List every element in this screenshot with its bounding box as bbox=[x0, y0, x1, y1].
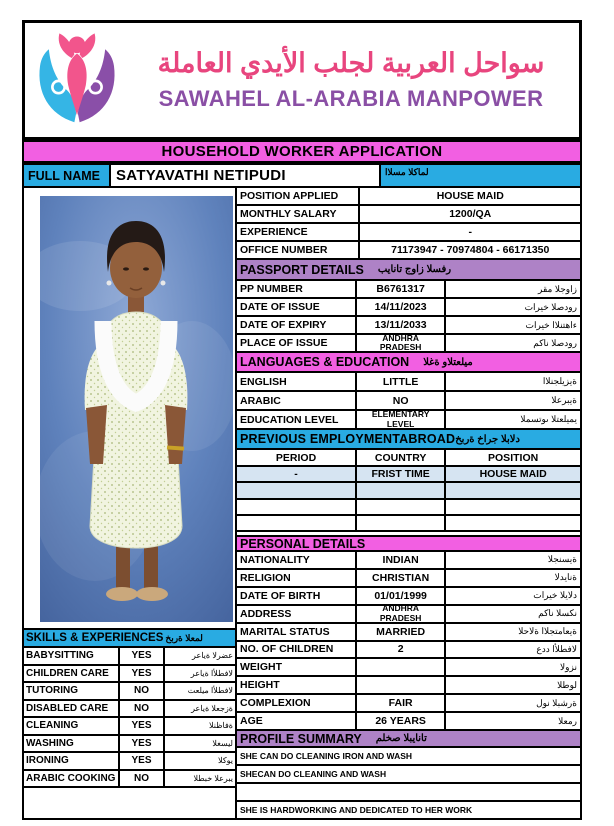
left-column-empty-box bbox=[24, 788, 235, 818]
company-header bbox=[22, 20, 582, 140]
passport-row bbox=[237, 299, 580, 317]
application-row bbox=[237, 242, 580, 260]
left-column bbox=[24, 188, 237, 818]
skill-value: YES bbox=[120, 753, 165, 769]
application-row bbox=[237, 224, 580, 242]
employment-table bbox=[237, 450, 580, 532]
personal-row bbox=[237, 642, 580, 660]
field-value: CHRISTIAN bbox=[357, 570, 446, 586]
field-value: 14/11/2023 bbox=[357, 299, 446, 315]
full-name-label: FULL NAME bbox=[24, 165, 109, 186]
profile-summary-lines bbox=[237, 748, 580, 818]
field-label-arabic: رمعلا bbox=[558, 715, 577, 726]
application-info-table bbox=[237, 188, 580, 260]
skill-label-arabic: لافطلأا ميلعت bbox=[187, 686, 233, 696]
skill-row bbox=[24, 683, 235, 701]
skill-row bbox=[24, 718, 235, 736]
skill-label: TUTORING bbox=[24, 683, 120, 699]
personal-table bbox=[237, 552, 580, 731]
field-label: MONTHLY SALARY bbox=[237, 206, 360, 222]
employment-period bbox=[237, 516, 357, 530]
field-label-arabic: زاوجلا مقر bbox=[538, 283, 577, 294]
field-label-arabic: ةيبرعلا bbox=[551, 395, 577, 405]
profile-summary-title-arabic: تانايبلا صخلم bbox=[375, 733, 427, 744]
employment-row bbox=[237, 500, 580, 516]
field-value bbox=[357, 659, 446, 675]
profile-summary-line bbox=[237, 802, 580, 818]
employment-title-arabic: دلابلا جراخ ةربخ bbox=[455, 433, 520, 445]
applicant-photo-image bbox=[40, 196, 233, 622]
skills-table bbox=[24, 648, 235, 788]
field-label: ADDRESS bbox=[237, 606, 357, 622]
skill-value: NO bbox=[120, 701, 165, 717]
form-title: HOUSEHOLD WORKER APPLICATION bbox=[22, 140, 582, 163]
languages-title: LANGUAGES & EDUCATION bbox=[240, 355, 410, 369]
field-label: HEIGHT bbox=[237, 677, 357, 693]
employment-period bbox=[237, 500, 357, 514]
field-label: PP NUMBER bbox=[237, 281, 357, 297]
company-name-english: SAWAHEL AL-ARABIA MANPOWER bbox=[158, 86, 544, 111]
passport-table bbox=[237, 281, 580, 353]
company-name-arabic: سواحل العربية لجلب الأيدي العاملة bbox=[157, 48, 545, 78]
field-label-arabic: رودصلا خيرات bbox=[524, 301, 577, 312]
right-column bbox=[237, 188, 580, 818]
field-label-arabic: يميلعتلا ىوتسملا bbox=[520, 414, 577, 424]
summary-text: SHE IS HARDWORKING AND DEDICATED TO HER WORK bbox=[240, 805, 473, 815]
field-value: ANDHRA PRADESH bbox=[357, 606, 446, 622]
personal-row bbox=[237, 624, 580, 642]
languages-table bbox=[237, 373, 580, 430]
employment-period bbox=[237, 483, 357, 497]
employment-country: FRIST TIME bbox=[357, 467, 446, 481]
brand-titles bbox=[129, 48, 579, 112]
personal-row bbox=[237, 603, 580, 624]
company-logo bbox=[25, 30, 129, 130]
full-name-label-arabic: لماكلا مسلاا bbox=[381, 165, 580, 186]
employment-position: HOUSE MAID bbox=[479, 468, 547, 481]
passport-title: PASSPORT DETAILS bbox=[240, 262, 364, 277]
profile-summary-line bbox=[237, 766, 580, 784]
employment-position bbox=[446, 500, 580, 514]
field-value: INDIAN bbox=[357, 552, 446, 568]
employment-period: - bbox=[237, 467, 357, 481]
field-label-arabic: رودصلا ناكم bbox=[533, 337, 577, 348]
field-value: 2 bbox=[357, 642, 446, 658]
field-value: ANDHRA PRADESH bbox=[357, 335, 446, 351]
field-label: MARITAL STATUS bbox=[237, 624, 357, 640]
languages-section-header bbox=[237, 353, 580, 373]
personal-row bbox=[237, 677, 580, 695]
field-label: NATIONALITY bbox=[237, 552, 357, 568]
employment-row bbox=[237, 516, 580, 532]
field-label-arabic: ةيزيلجنلاا bbox=[542, 376, 577, 386]
field-value: NO bbox=[357, 392, 446, 409]
field-label: DATE OF ISSUE bbox=[237, 299, 357, 315]
skill-label: ARABIC COOKING bbox=[24, 771, 120, 787]
full-name-row bbox=[22, 163, 582, 188]
skill-value: YES bbox=[120, 648, 165, 664]
skill-label-arabic: ةفاظنلا bbox=[208, 721, 233, 731]
passport-row bbox=[237, 281, 580, 299]
field-label-arabic: ةرشبلا نول bbox=[536, 697, 577, 708]
field-value: 13/11/2033 bbox=[357, 317, 446, 333]
personal-row bbox=[237, 659, 580, 677]
personal-row bbox=[237, 695, 580, 713]
field-label-arabic: نزولا bbox=[560, 661, 577, 672]
summary-text: SHECAN DO CLEANING AND WASH bbox=[240, 769, 387, 779]
field-label: DATE OF BIRTH bbox=[237, 588, 357, 604]
skills-title: SKILLS & EXPERIENCES bbox=[26, 632, 164, 644]
passport-section-header bbox=[237, 260, 580, 281]
field-value bbox=[357, 677, 446, 693]
skills-title-arabic: لمعلا ةربخ bbox=[165, 632, 203, 643]
skill-label-arabic: يبرعلا خبطلا bbox=[193, 773, 233, 783]
skill-label-arabic: ةزجعلا ةياعر bbox=[191, 703, 233, 713]
personal-section-header bbox=[237, 535, 580, 552]
field-label: PLACE OF ISSUE bbox=[237, 335, 357, 351]
field-label: RELIGION bbox=[237, 570, 357, 586]
field-value: MARRIED bbox=[357, 624, 446, 640]
field-value: 1200/QA bbox=[449, 208, 492, 220]
profile-summary-line bbox=[237, 748, 580, 766]
employment-row bbox=[237, 467, 580, 483]
skill-row bbox=[24, 666, 235, 684]
skill-row bbox=[24, 648, 235, 666]
field-label: ENGLISH bbox=[237, 373, 357, 390]
application-row bbox=[237, 188, 580, 206]
profile-summary-line bbox=[237, 784, 580, 802]
languages-title-arabic: ميلعتلاو ةغلا bbox=[423, 356, 473, 368]
employment-title: PREVIOUS EMPLOYMENTABROAD bbox=[240, 432, 456, 446]
summary-text: SHE CAN DO CLEANING IRON AND WASH bbox=[240, 751, 413, 761]
application-row bbox=[237, 206, 580, 224]
field-label-arabic: لافطلأا ددع bbox=[536, 643, 577, 654]
field-value: B6761317 bbox=[357, 281, 446, 297]
skill-value: YES bbox=[120, 736, 165, 752]
full-name-value: SATYAVATHI NETIPUDI bbox=[109, 165, 381, 186]
skill-label: IRONING bbox=[24, 753, 120, 769]
skill-label-arabic: لافطلأا ةياعر bbox=[190, 668, 233, 678]
skill-label-arabic: عضرلا ةياعر bbox=[192, 651, 233, 661]
skill-row bbox=[24, 736, 235, 754]
field-label-arabic: دلايلا خيرات bbox=[533, 590, 577, 601]
personal-row bbox=[237, 713, 580, 731]
skill-value: NO bbox=[120, 683, 165, 699]
skill-value: NO bbox=[120, 771, 165, 787]
skill-label: CLEANING bbox=[24, 718, 120, 734]
skill-label-arabic: ليسغلا bbox=[212, 738, 233, 748]
field-value: LITTLE bbox=[357, 373, 446, 390]
employment-country bbox=[357, 516, 446, 530]
profile-summary-title: PROFILE SUMMARY bbox=[240, 731, 362, 746]
field-value: 01/01/1999 bbox=[357, 588, 446, 604]
field-label-arabic: نكسلا ناكم bbox=[538, 608, 577, 619]
passport-title-arabic: رفسلا زاوج تانايب bbox=[377, 264, 452, 275]
skill-label-arabic: يوكلا bbox=[218, 756, 233, 766]
field-value: 26 YEARS bbox=[357, 713, 446, 729]
column-header-period: PERIOD bbox=[237, 450, 357, 465]
language-row bbox=[237, 373, 580, 392]
personal-row bbox=[237, 570, 580, 588]
field-label: AGE bbox=[237, 713, 357, 729]
field-label: COMPLEXION bbox=[237, 695, 357, 711]
field-label-arabic: ةنايدلا bbox=[554, 572, 577, 583]
employment-row bbox=[237, 483, 580, 499]
field-label: DATE OF EXPIRY bbox=[237, 317, 357, 333]
skill-row bbox=[24, 701, 235, 719]
personal-title: PERSONAL DETAILS bbox=[240, 536, 366, 551]
skill-label: WASHING bbox=[24, 736, 120, 752]
column-header-position: POSITION bbox=[488, 451, 539, 464]
field-label: WEIGHT bbox=[237, 659, 357, 675]
skill-value: YES bbox=[120, 718, 165, 734]
language-row bbox=[237, 392, 580, 411]
field-label-arabic: لوطلا bbox=[557, 679, 577, 690]
employment-section-header bbox=[237, 430, 580, 450]
skill-row bbox=[24, 771, 235, 789]
skill-label: DISABLED CARE bbox=[24, 701, 120, 717]
form-body bbox=[22, 188, 582, 820]
field-value: HOUSE MAID bbox=[436, 190, 504, 202]
column-header-country: COUNTRY bbox=[357, 450, 446, 465]
field-label: NO. OF CHILDREN bbox=[237, 642, 357, 658]
field-value: 71173947 - 70974804 - 66171350 bbox=[391, 244, 550, 256]
skill-value: YES bbox=[120, 666, 165, 682]
field-value: - bbox=[468, 226, 472, 238]
field-label-arabic: ةيسنجلا bbox=[547, 554, 577, 565]
skill-row bbox=[24, 753, 235, 771]
profile-summary-header bbox=[237, 731, 580, 748]
personal-row bbox=[237, 552, 580, 570]
field-label-arabic: ةيعامتجلاا ةلاحلا bbox=[518, 626, 577, 637]
field-value: FAIR bbox=[357, 695, 446, 711]
field-label: ARABIC bbox=[237, 392, 357, 409]
summary-text bbox=[237, 784, 580, 800]
field-label-arabic: ءاهتنلاا خيرات bbox=[525, 319, 577, 330]
passport-row bbox=[237, 332, 580, 353]
employment-country bbox=[357, 483, 446, 497]
employment-country bbox=[357, 500, 446, 514]
skill-label: CHILDREN CARE bbox=[24, 666, 120, 682]
employment-position bbox=[446, 483, 580, 497]
company-logo-icon bbox=[33, 30, 121, 130]
field-label: POSITION APPLIED bbox=[237, 188, 360, 204]
field-label: OFFICE NUMBER bbox=[237, 242, 360, 258]
skills-section-header bbox=[24, 628, 235, 648]
field-label: EDUCATION LEVEL bbox=[237, 411, 357, 428]
field-value: ELEMENTARY LEVEL bbox=[357, 411, 446, 428]
language-row bbox=[237, 411, 580, 430]
field-label: EXPERIENCE bbox=[237, 224, 360, 240]
skill-label: BABYSITTING bbox=[24, 648, 120, 664]
employment-body bbox=[237, 467, 580, 532]
employment-position bbox=[446, 516, 580, 530]
applicant-photo bbox=[24, 188, 235, 628]
employment-header-row bbox=[237, 450, 580, 467]
